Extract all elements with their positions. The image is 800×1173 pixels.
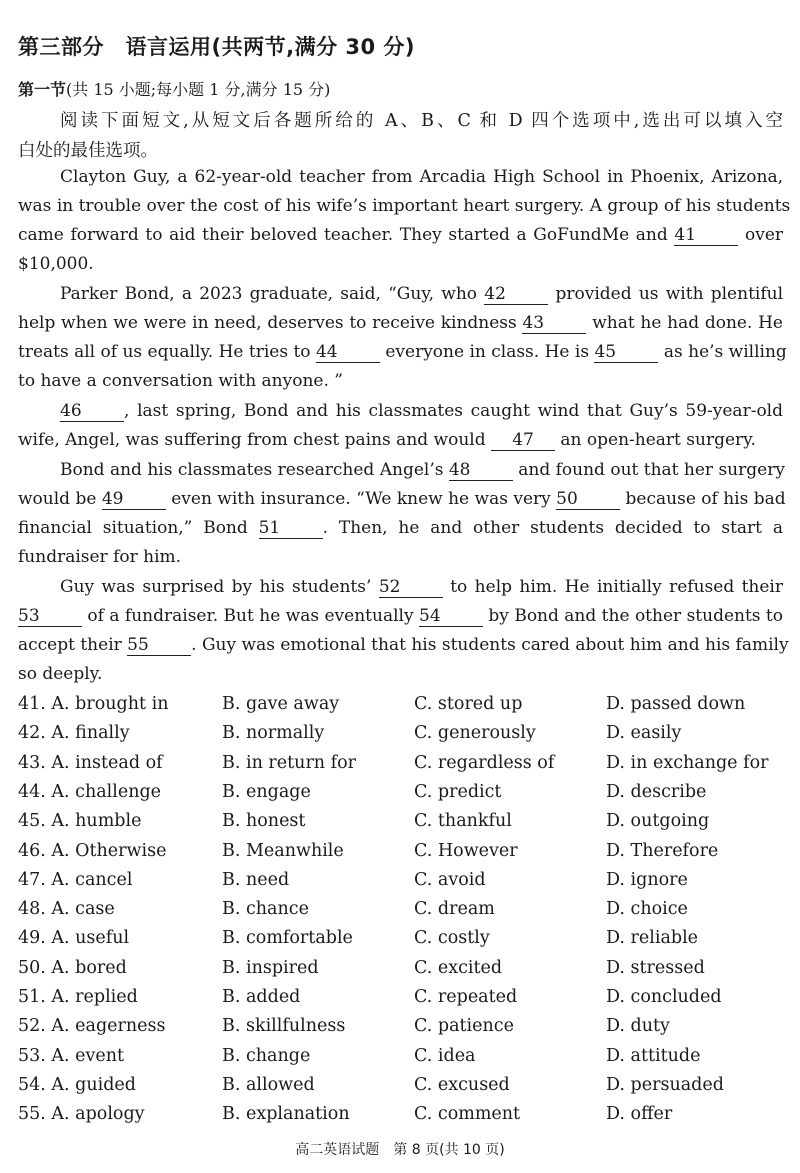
option-row-47 bbox=[18, 870, 783, 892]
blank-45: 45 bbox=[594, 342, 658, 363]
option-46-c: C. However bbox=[414, 840, 518, 861]
option-49-b: B. comfortable bbox=[222, 928, 353, 949]
option-42-d: D. easily bbox=[606, 723, 682, 744]
option-row-42 bbox=[18, 723, 783, 745]
passage-p5-line-3: accept their 55 . Guy was emotional that his students cared about him and his family bbox=[18, 635, 789, 655]
option-52-c: C. patience bbox=[414, 1016, 514, 1037]
option-row-52 bbox=[18, 1016, 783, 1038]
option-42-c: C. generously bbox=[414, 723, 536, 744]
option-41-b: B. gave away bbox=[222, 694, 340, 714]
option-50-a: 50. A. bored bbox=[18, 957, 127, 978]
directions-line-1: 阅读下面短文,从短文后各题所给的 A、B、C 和 D 四个选项中,选出可以填入空 bbox=[60, 111, 783, 131]
passage-p2-line-1: Parker Bond, a 2023 graduate, said, “Guy, who 42 provided us with plentiful bbox=[60, 284, 784, 304]
blank-43: 43 bbox=[522, 313, 586, 334]
page-footer: 高二英语试题 第 8 页(共 10 页) bbox=[295, 1142, 505, 1158]
passage-p1-line-1: Clayton Guy, a 62-year-old teacher from Arcadia High School in Phoenix, Arizona, bbox=[60, 167, 783, 187]
option-51-b: B. added bbox=[222, 987, 301, 1007]
option-54-d: D. persuaded bbox=[606, 1074, 724, 1095]
option-48-a: 48. A. case bbox=[18, 899, 115, 920]
option-51-c: C. repeated bbox=[414, 987, 518, 1007]
option-51-d: D. concluded bbox=[606, 987, 722, 1007]
option-53-c: C. idea bbox=[414, 1045, 476, 1066]
option-48-b: B. chance bbox=[222, 899, 309, 920]
blank-41: 41 bbox=[674, 225, 738, 246]
passage-p5-line-4: so deeply. bbox=[18, 664, 103, 684]
option-45-c: C. thankful bbox=[414, 811, 512, 832]
option-45-b: B. honest bbox=[222, 811, 306, 832]
passage-p2-line-4: to have a conversation with anyone. ” bbox=[18, 371, 343, 391]
blank-54: 54 bbox=[419, 606, 483, 627]
blank-55: 55 bbox=[127, 635, 191, 656]
option-43-b: B. in return for bbox=[222, 752, 357, 773]
section-scoring: (共 15 小题;每小题 1 分,满分 15 分) bbox=[66, 80, 331, 99]
option-53-d: D. attitude bbox=[606, 1045, 701, 1066]
blank-51: 51 bbox=[259, 518, 323, 539]
passage-p3-line-2: wife, Angel, was suffering from chest pains and would 47 an open-heart surgery. bbox=[18, 430, 756, 450]
option-55-d: D. offer bbox=[606, 1104, 673, 1125]
option-row-51 bbox=[18, 987, 783, 1009]
option-51-a: 51. A. replied bbox=[18, 987, 138, 1007]
blank-42: 42 bbox=[484, 284, 548, 305]
option-row-55 bbox=[18, 1104, 783, 1126]
option-47-c: C. avoid bbox=[414, 869, 486, 890]
option-52-d: D. duty bbox=[606, 1016, 670, 1037]
option-row-46 bbox=[18, 841, 783, 863]
blank-44: 44 bbox=[316, 342, 380, 363]
option-53-a: 53. A. event bbox=[18, 1045, 125, 1066]
option-49-a: 49. A. useful bbox=[18, 928, 130, 949]
option-47-d: D. ignore bbox=[606, 869, 688, 890]
option-47-a: 47. A. cancel bbox=[18, 869, 133, 890]
option-42-a: 42. A. finally bbox=[18, 723, 130, 744]
option-46-d: D. Therefore bbox=[606, 840, 719, 861]
option-row-44 bbox=[18, 782, 783, 804]
blank-46: 46 bbox=[60, 401, 124, 422]
option-48-d: D. choice bbox=[606, 899, 688, 920]
option-45-d: D. outgoing bbox=[606, 811, 710, 832]
passage-p4-line-3: financial situation,” Bond 51 . Then, he and other students decided to start a bbox=[18, 518, 783, 538]
option-52-a: 52. A. eagerness bbox=[18, 1016, 166, 1037]
passage-p4-line-2: would be 49 even with insurance. “We knew he was very 50 because of his bad bbox=[18, 489, 786, 509]
passage-p2-line-2: help when we were in need, deserves to receive kindness 43 what he had done. He bbox=[18, 313, 783, 333]
option-46-a: 46. A. Otherwise bbox=[18, 840, 167, 861]
section-label: 第一节 bbox=[18, 80, 67, 99]
blank-47: 47 bbox=[491, 430, 555, 451]
blank-50: 50 bbox=[556, 489, 620, 510]
option-41-c: C. stored up bbox=[414, 694, 523, 714]
option-44-a: 44. A. challenge bbox=[18, 781, 162, 802]
option-50-c: C. excited bbox=[414, 957, 503, 978]
option-row-53 bbox=[18, 1046, 783, 1068]
option-54-b: B. allowed bbox=[222, 1074, 315, 1095]
passage-p4-line-4: fundraiser for him. bbox=[18, 547, 182, 567]
option-43-d: D. in exchange for bbox=[606, 752, 769, 773]
blank-53: 53 bbox=[18, 606, 82, 627]
option-43-a: 43. A. instead of bbox=[18, 752, 163, 773]
blank-52: 52 bbox=[379, 577, 443, 598]
option-row-49 bbox=[18, 928, 783, 950]
option-47-b: B. need bbox=[222, 869, 290, 890]
option-54-c: C. excused bbox=[414, 1074, 510, 1095]
section-title bbox=[18, 77, 330, 100]
option-42-b: B. normally bbox=[222, 723, 325, 744]
option-49-d: D. reliable bbox=[606, 928, 699, 949]
part-title: 第三部分 语言运用(共两节,满分 30 分) bbox=[18, 35, 416, 59]
option-41-d: D. passed down bbox=[606, 694, 746, 714]
blank-49: 49 bbox=[102, 489, 166, 510]
option-44-b: B. engage bbox=[222, 781, 311, 802]
option-46-b: B. Meanwhile bbox=[222, 840, 344, 861]
option-row-41 bbox=[18, 694, 783, 716]
passage-p1-line-3: came forward to aid their beloved teacher. They started a GoFundMe and 41 over bbox=[18, 225, 784, 245]
passage-p5-line-2: 53 of a fundraiser. But he was eventually 54 by Bond and the other students to bbox=[18, 606, 783, 626]
option-row-43 bbox=[18, 753, 783, 775]
passage-p4-line-1: Bond and his classmates researched Angel’s 48 and found out that her surgery bbox=[60, 460, 785, 480]
passage-p2-line-3: treats all of us equally. He tries to 44 everyone in class. He is 45 as he’s willing bbox=[18, 342, 787, 362]
option-row-45 bbox=[18, 811, 783, 833]
option-row-54 bbox=[18, 1075, 783, 1097]
option-row-48 bbox=[18, 899, 783, 921]
option-55-c: C. comment bbox=[414, 1104, 521, 1125]
option-45-a: 45. A. humble bbox=[18, 811, 142, 832]
option-44-d: D. describe bbox=[606, 781, 707, 802]
passage-p5-line-1: Guy was surprised by his students’ 52 to help him. He initially refused their bbox=[60, 577, 783, 597]
option-49-c: C. costly bbox=[414, 928, 490, 949]
option-43-c: C. regardless of bbox=[414, 752, 555, 773]
option-52-b: B. skillfulness bbox=[222, 1016, 346, 1037]
option-50-b: B. inspired bbox=[222, 957, 319, 978]
option-54-a: 54. A. guided bbox=[18, 1074, 136, 1095]
blank-48: 48 bbox=[449, 460, 513, 481]
option-55-a: 55. A. apology bbox=[18, 1104, 145, 1125]
directions-line-2: 白处的最佳选项。 bbox=[18, 141, 158, 161]
option-48-c: C. dream bbox=[414, 899, 495, 920]
option-row-50 bbox=[18, 958, 783, 980]
passage-p1-line-2: was in trouble over the cost of his wife’s important heart surgery. A group of his students bbox=[18, 196, 791, 216]
option-41-a: 41. A. brought in bbox=[18, 694, 169, 714]
passage-p3-line-1: 46 , last spring, Bond and his classmates caught wind that Guy’s 59-year-old bbox=[60, 401, 783, 421]
option-53-b: B. change bbox=[222, 1045, 311, 1066]
passage-p1-line-4: $10,000. bbox=[18, 254, 94, 274]
option-55-b: B. explanation bbox=[222, 1104, 350, 1125]
option-44-c: C. predict bbox=[414, 781, 502, 802]
option-50-d: D. stressed bbox=[606, 957, 705, 978]
